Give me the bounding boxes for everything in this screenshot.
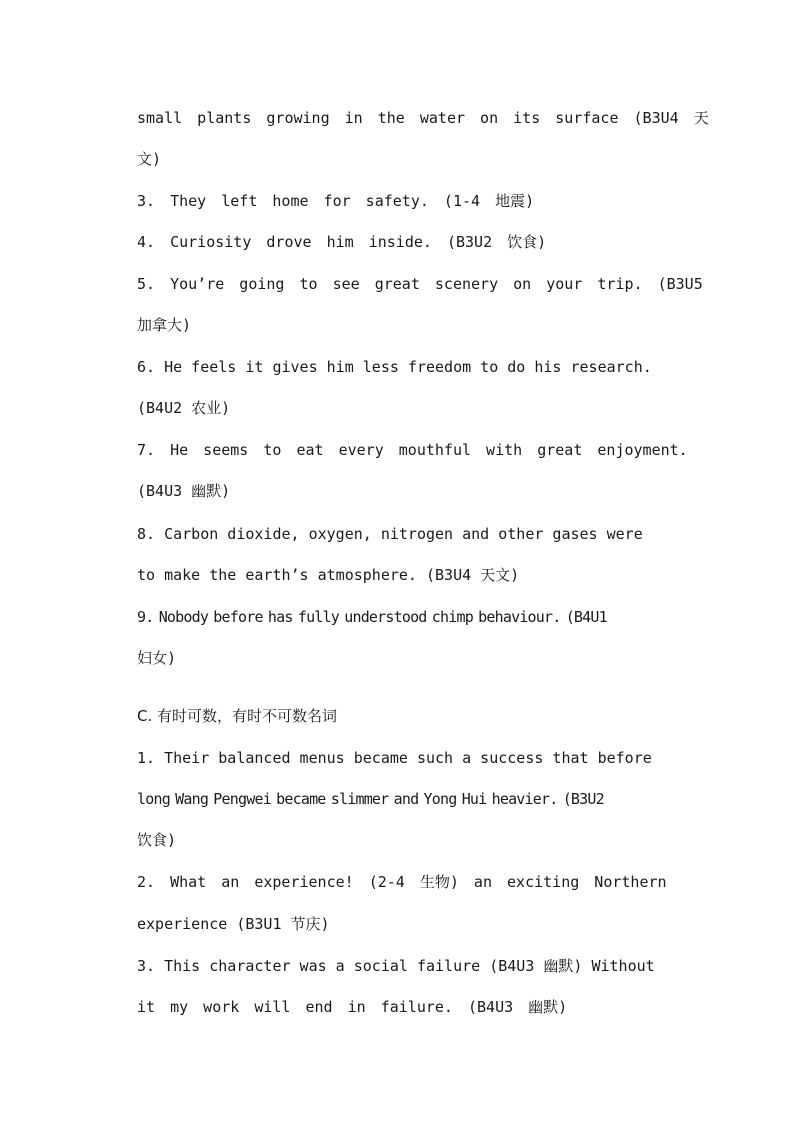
text-line: to make the earth’s atmosphere. (B3U4 天文)	[137, 566, 520, 584]
text-line: 4. Curiosity drove him inside. (B3U2 饮食)	[137, 233, 547, 251]
text-line: 3. This character was a social failure (B4U3 幽默) Without	[137, 957, 655, 975]
text-line: it my work will end in failure. (B4U3 幽默)	[137, 998, 568, 1016]
text-line: experience (B3U1 节庆)	[137, 915, 330, 933]
text-line: 2. What an experience! (2-4 生物) an exciting Northern	[137, 873, 667, 891]
text-line: 饮食)	[137, 831, 177, 849]
text-line: (B4U2 农业)	[137, 399, 231, 417]
text-line: 文)	[137, 150, 162, 168]
text-line: 5. You’re going to see great scenery on your trip. (B3U5	[137, 275, 703, 293]
text-line: 7. He seems to eat every mouthful with great enjoyment.	[137, 441, 688, 459]
section-heading: C. 有时可数，有时不可数名词	[137, 707, 338, 725]
text-line: 8. Carbon dioxide, oxygen, nitrogen and other gases were	[137, 525, 643, 543]
text-line: 妇女)	[137, 649, 177, 667]
text-line: 9. Nobody before has fully understood chimp behaviour. (B4U1	[137, 608, 607, 626]
text-line: 6. He feels it gives him less freedom to do his research.	[137, 358, 652, 376]
text-line: (B4U3 幽默)	[137, 482, 231, 500]
text-line: long Wang Pengwei became slimmer and Yong Hui heavier. (B3U2	[137, 790, 604, 808]
text-line: small plants growing in the water on its surface (B3U4 天	[137, 109, 709, 127]
text-line: 3. They left home for safety. (1-4 地震)	[137, 192, 535, 210]
text-line: 1. Their balanced menus became such a success that before	[137, 749, 652, 767]
text-line: 加拿大)	[137, 316, 192, 334]
